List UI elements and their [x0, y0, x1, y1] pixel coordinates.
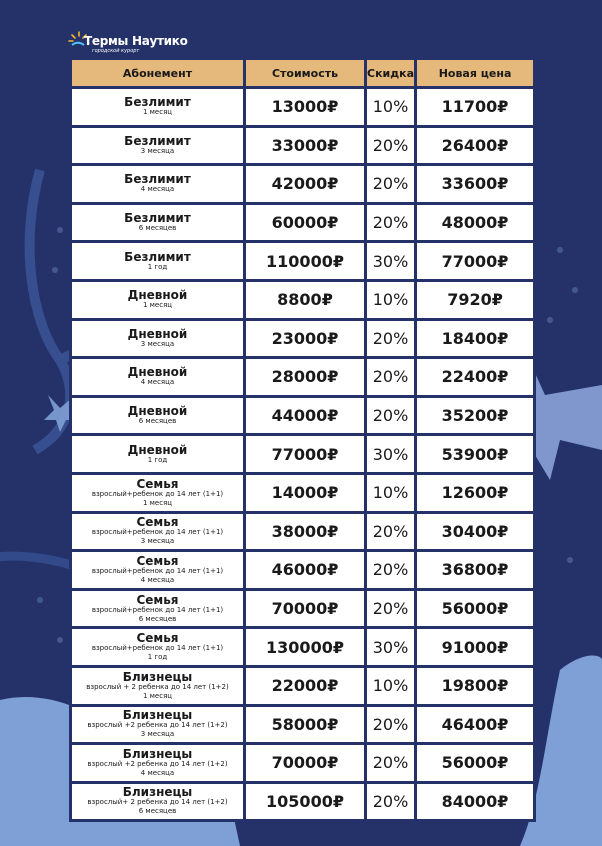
header-price: Стоимость: [246, 60, 364, 86]
subscription-duration: 4 месяца: [140, 378, 175, 387]
price-cell: 8800₽: [246, 282, 364, 318]
subscription-cell: [72, 89, 243, 125]
discount-cell: 20%: [367, 398, 414, 434]
price-cell: 33000₽: [246, 128, 364, 164]
subscription-duration: 6 месяцев: [138, 614, 177, 623]
subscription-duration: 1 год: [147, 455, 168, 464]
discount-cell: 20%: [367, 359, 414, 395]
subscription-name: Дневной: [127, 326, 188, 341]
subscription-duration: 1 месяц: [142, 301, 173, 310]
discount-cell: 20%: [367, 707, 414, 743]
new-price-cell: 56000₽: [417, 591, 533, 627]
subscription-name: Близнецы: [122, 746, 193, 761]
discount-cell: 10%: [367, 668, 414, 704]
new-price-cell: 22400₽: [417, 359, 533, 395]
table-row: [72, 205, 533, 241]
discount-cell: 20%: [367, 166, 414, 202]
price-cell: 110000₽: [246, 243, 364, 279]
new-price-cell: 48000₽: [417, 205, 533, 241]
table-row: [72, 745, 533, 781]
price-cell: 14000₽: [246, 475, 364, 511]
price-cell: 77000₽: [246, 436, 364, 472]
price-cell: 105000₽: [246, 784, 364, 820]
price-cell: 13000₽: [246, 89, 364, 125]
subscription-name: Дневной: [127, 442, 188, 457]
subscription-persons: взрослый+ребенок до 14 лет (1+1): [91, 528, 224, 537]
subscription-duration: 1 год: [147, 262, 168, 271]
table-row: [72, 321, 533, 357]
subscription-duration: 3 месяца: [140, 146, 175, 155]
new-price-cell: 46400₽: [417, 707, 533, 743]
subscription-persons: взрослый+ребенок до 14 лет (1+1): [91, 605, 224, 614]
subscription-cell: [72, 629, 243, 665]
subscription-cell: [72, 475, 243, 511]
subscription-name: Семья: [136, 515, 179, 530]
table-row: [72, 359, 533, 395]
new-price-cell: 91000₽: [417, 629, 533, 665]
subscription-name: Семья: [136, 553, 179, 568]
subscription-name: Дневной: [127, 404, 188, 419]
table-header-row: [72, 60, 533, 86]
price-cell: 22000₽: [246, 668, 364, 704]
table-row: [72, 668, 533, 704]
subscription-name: Дневной: [127, 365, 188, 380]
new-price-cell: 36800₽: [417, 552, 533, 588]
subscription-cell: [72, 707, 243, 743]
subscription-persons: взрослый +2 ребенка до 14 лет (1+2): [87, 721, 228, 730]
subscription-cell: [72, 552, 243, 588]
new-price-cell: 19800₽: [417, 668, 533, 704]
new-price-cell: 12600₽: [417, 475, 533, 511]
subscription-cell: [72, 668, 243, 704]
subscription-duration: 6 месяцев: [138, 224, 177, 233]
subscription-duration: 1 год: [147, 653, 168, 662]
new-price-cell: 30400₽: [417, 514, 533, 550]
table-row: [72, 591, 533, 627]
subscription-duration: 4 месяца: [140, 185, 175, 194]
price-cell: 60000₽: [246, 205, 364, 241]
discount-cell: 20%: [367, 205, 414, 241]
subscription-name: Дневной: [127, 288, 188, 303]
price-cell: 46000₽: [246, 552, 364, 588]
subscription-duration: 3 месяца: [140, 730, 175, 739]
table-row: [72, 282, 533, 318]
price-cell: 44000₽: [246, 398, 364, 434]
price-cell: 23000₽: [246, 321, 364, 357]
subscription-name: Безлимит: [124, 172, 191, 187]
new-price-cell: 84000₽: [417, 784, 533, 820]
subscription-name: Семья: [136, 476, 179, 491]
subscription-cell: [72, 282, 243, 318]
subscription-name: Семья: [136, 631, 179, 646]
table-row: [72, 475, 533, 511]
subscription-cell: [72, 321, 243, 357]
discount-cell: 10%: [367, 282, 414, 318]
new-price-cell: 11700₽: [417, 89, 533, 125]
price-cell: 70000₽: [246, 591, 364, 627]
subscription-cell: [72, 784, 243, 820]
subscription-cell: [72, 591, 243, 627]
subscription-persons: взрослый+ребенок до 14 лет (1+1): [91, 489, 224, 498]
subscription-name: Семья: [136, 592, 179, 607]
new-price-cell: 53900₽: [417, 436, 533, 472]
discount-cell: 20%: [367, 552, 414, 588]
price-cell: 70000₽: [246, 745, 364, 781]
new-price-cell: 26400₽: [417, 128, 533, 164]
table-row: [72, 707, 533, 743]
discount-cell: 20%: [367, 591, 414, 627]
price-cell: 130000₽: [246, 629, 364, 665]
discount-cell: 20%: [367, 321, 414, 357]
brand-logo: [68, 30, 188, 58]
discount-cell: 10%: [367, 89, 414, 125]
price-cell: 42000₽: [246, 166, 364, 202]
brand-name: Термы Наутико: [84, 34, 188, 48]
table-row: [72, 629, 533, 665]
header-discount: Скидка: [367, 60, 414, 86]
subscription-duration: 4 месяца: [140, 575, 175, 584]
new-price-cell: 35200₽: [417, 398, 533, 434]
subscription-cell: [72, 745, 243, 781]
discount-cell: 20%: [367, 128, 414, 164]
subscription-cell: [72, 205, 243, 241]
new-price-cell: 7920₽: [417, 282, 533, 318]
subscription-cell: [72, 436, 243, 472]
subscription-persons: взрослый + 2 ребенка до 14 лет (1+2): [86, 682, 229, 691]
subscription-persons: взрослый+ребенок до 14 лет (1+1): [91, 566, 224, 575]
subscription-name: Безлимит: [124, 95, 191, 110]
subscription-name: Близнецы: [122, 708, 193, 723]
price-cell: 38000₽: [246, 514, 364, 550]
new-price-cell: 56000₽: [417, 745, 533, 781]
new-price-cell: 33600₽: [417, 166, 533, 202]
table-row: [72, 398, 533, 434]
subscription-name: Близнецы: [122, 669, 193, 684]
subscription-cell: [72, 398, 243, 434]
subscription-cell: [72, 359, 243, 395]
price-cell: 28000₽: [246, 359, 364, 395]
subscription-cell: [72, 243, 243, 279]
subscription-duration: 1 месяц: [142, 691, 173, 700]
discount-cell: 20%: [367, 514, 414, 550]
table-row: [72, 166, 533, 202]
table-row: [72, 436, 533, 472]
subscription-duration: 6 месяцев: [138, 417, 177, 426]
discount-cell: 30%: [367, 629, 414, 665]
subscription-persons: взрослый+ 2 ребенка до 14 лет (1+2): [87, 798, 228, 807]
discount-cell: 20%: [367, 784, 414, 820]
subscription-duration: 4 месяца: [140, 768, 175, 777]
table-row: [72, 514, 533, 550]
subscription-duration: 1 месяц: [142, 498, 173, 507]
price-cell: 58000₽: [246, 707, 364, 743]
table-row: [72, 89, 533, 125]
subscription-name: Безлимит: [124, 211, 191, 226]
table-row: [72, 784, 533, 820]
discount-cell: 30%: [367, 436, 414, 472]
subscription-persons: взрослый +2 ребенка до 14 лет (1+2): [87, 759, 228, 768]
discount-cell: 20%: [367, 745, 414, 781]
header-new-price: Новая цена: [417, 60, 533, 86]
table-row: [72, 128, 533, 164]
subscription-cell: [72, 166, 243, 202]
discount-cell: 10%: [367, 475, 414, 511]
table-row: [72, 243, 533, 279]
subscription-duration: 3 месяца: [140, 339, 175, 348]
subscription-duration: 6 месяцев: [138, 807, 177, 816]
new-price-cell: 77000₽: [417, 243, 533, 279]
subscription-duration: 3 месяца: [140, 537, 175, 546]
new-price-cell: 18400₽: [417, 321, 533, 357]
table-row: [72, 552, 533, 588]
subscription-name: Безлимит: [124, 133, 191, 148]
discount-cell: 30%: [367, 243, 414, 279]
subscription-name: Безлимит: [124, 249, 191, 264]
brand-tagline: городской курорт: [92, 48, 140, 54]
subscription-cell: [72, 514, 243, 550]
subscription-name: Близнецы: [122, 785, 193, 800]
subscription-cell: [72, 128, 243, 164]
header-subscription: Абонемент: [72, 60, 243, 86]
subscription-duration: 1 месяц: [142, 108, 173, 117]
subscription-persons: взрослый+ребенок до 14 лет (1+1): [91, 644, 224, 653]
price-table: [69, 57, 536, 822]
